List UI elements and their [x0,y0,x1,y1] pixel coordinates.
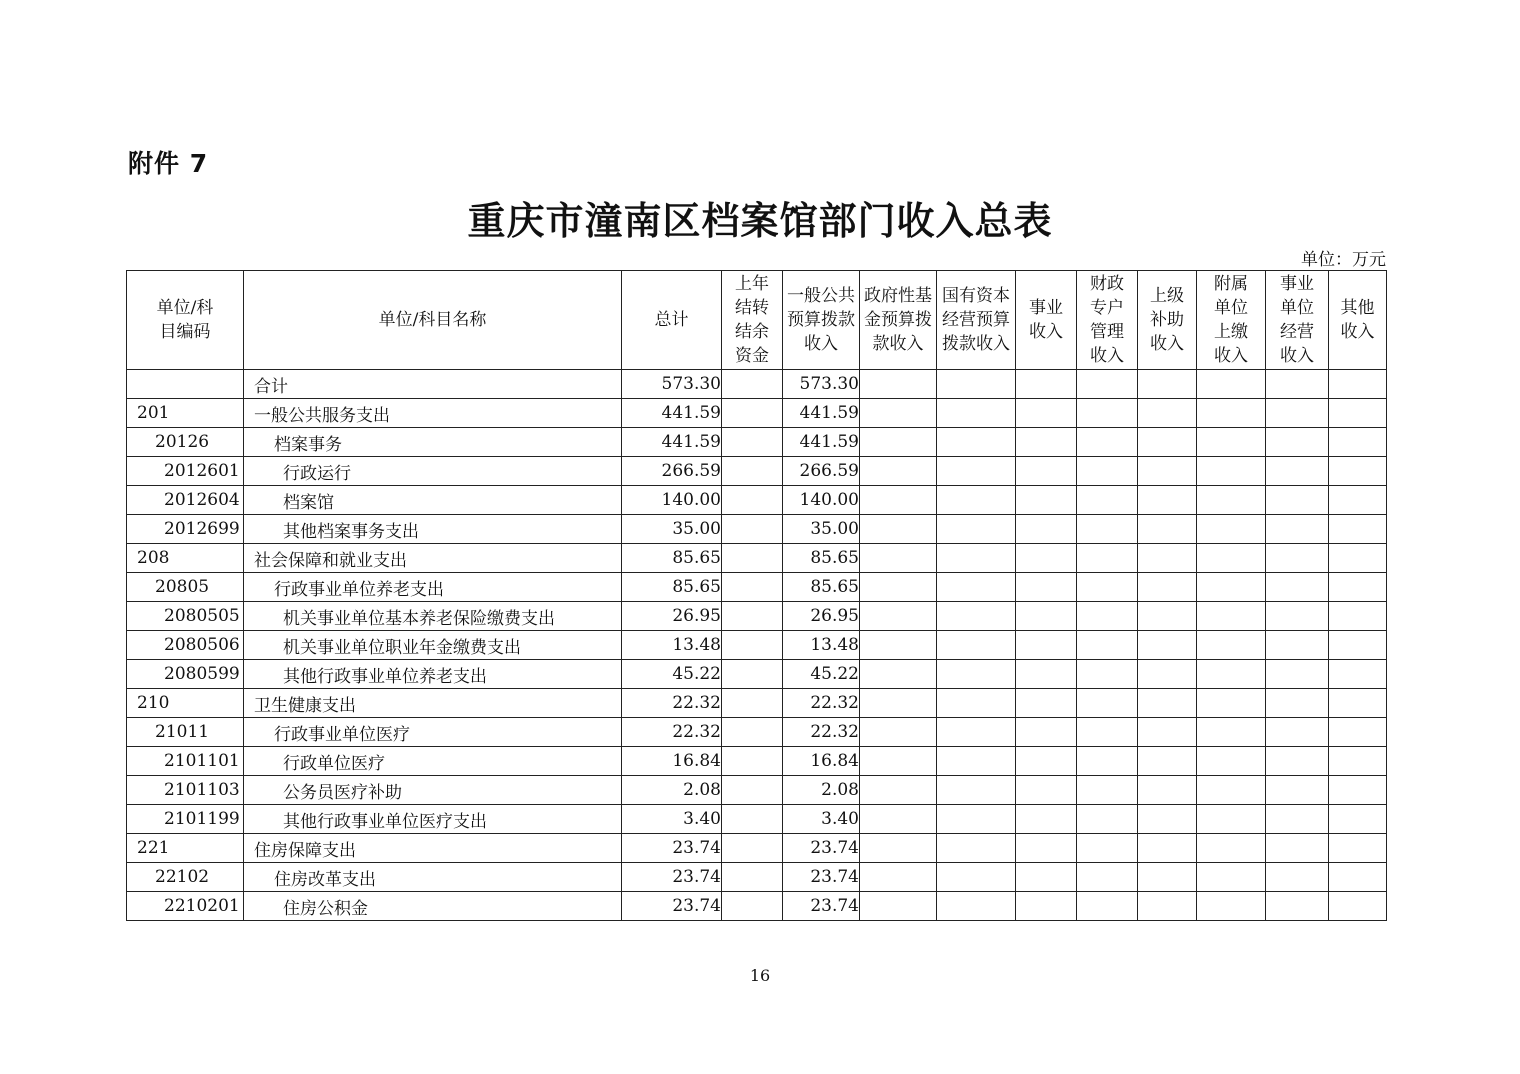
row-gov-fund [860,718,937,747]
table-row [127,573,1387,602]
row-operating-income [1266,515,1329,544]
header-total: 总计 [622,271,722,370]
row-total: 441.59 [622,399,722,428]
row-general-budget: 140.00 [783,486,860,515]
table-row [127,602,1387,631]
row-affiliated-turnover [1197,573,1266,602]
row-affiliated-turnover [1197,747,1266,776]
row-general-budget: 26.95 [783,602,860,631]
row-carryover [722,631,783,660]
row-other-income [1329,805,1387,834]
row-code: 208 [127,544,244,573]
row-special-fund [1077,370,1138,399]
row-superior-subsidy [1138,457,1197,486]
row-state-capital [937,892,1016,921]
row-name: 其他行政事业单位养老支出 [244,660,622,689]
row-total: 573.30 [622,370,722,399]
row-state-capital [937,428,1016,457]
row-special-fund [1077,573,1138,602]
row-state-capital [937,573,1016,602]
row-state-capital [937,718,1016,747]
row-other-income [1329,718,1387,747]
row-code: 2080599 [127,660,244,689]
row-total: 16.84 [622,747,722,776]
row-affiliated-turnover [1197,660,1266,689]
row-business-income [1016,515,1077,544]
row-name: 社会保障和就业支出 [244,544,622,573]
row-superior-subsidy [1138,428,1197,457]
row-total: 23.74 [622,863,722,892]
row-total: 23.74 [622,834,722,863]
row-code: 2080506 [127,631,244,660]
row-superior-subsidy [1138,573,1197,602]
row-superior-subsidy [1138,718,1197,747]
row-code: 2101103 [127,776,244,805]
row-total: 13.48 [622,631,722,660]
row-affiliated-turnover [1197,631,1266,660]
row-code: 2012604 [127,486,244,515]
row-gov-fund [860,428,937,457]
row-business-income [1016,399,1077,428]
row-business-income [1016,834,1077,863]
row-carryover [722,892,783,921]
row-code: 2101101 [127,747,244,776]
row-special-fund [1077,486,1138,515]
table-row [127,805,1387,834]
row-gov-fund [860,776,937,805]
row-business-income [1016,428,1077,457]
row-name: 其他行政事业单位医疗支出 [244,805,622,834]
table-row [127,486,1387,515]
row-special-fund [1077,805,1138,834]
table-row [127,863,1387,892]
header-carryover: 上年结转结余资金 [722,271,783,370]
row-name: 住房公积金 [244,892,622,921]
row-general-budget: 573.30 [783,370,860,399]
row-gov-fund [860,515,937,544]
row-code [127,370,244,399]
row-special-fund [1077,660,1138,689]
row-operating-income [1266,399,1329,428]
table-row [127,660,1387,689]
row-other-income [1329,863,1387,892]
row-total: 85.65 [622,544,722,573]
row-general-budget: 35.00 [783,515,860,544]
row-carryover [722,834,783,863]
header-business-income: 事业收入 [1016,271,1077,370]
row-operating-income [1266,892,1329,921]
row-special-fund [1077,428,1138,457]
table-row [127,631,1387,660]
table-row [127,544,1387,573]
row-gov-fund [860,457,937,486]
row-gov-fund [860,573,937,602]
row-total: 26.95 [622,602,722,631]
row-business-income [1016,573,1077,602]
row-name: 其他档案事务支出 [244,515,622,544]
row-operating-income [1266,631,1329,660]
header-other-income: 其他收入 [1329,271,1387,370]
row-superior-subsidy [1138,776,1197,805]
row-special-fund [1077,747,1138,776]
row-total: 441.59 [622,428,722,457]
row-gov-fund [860,631,937,660]
row-gov-fund [860,834,937,863]
row-carryover [722,747,783,776]
row-other-income [1329,834,1387,863]
row-state-capital [937,515,1016,544]
row-state-capital [937,602,1016,631]
row-business-income [1016,544,1077,573]
row-special-fund [1077,892,1138,921]
row-operating-income [1266,834,1329,863]
row-state-capital [937,660,1016,689]
table-row [127,370,1387,399]
row-affiliated-turnover [1197,863,1266,892]
row-other-income [1329,776,1387,805]
income-table [126,270,1387,921]
row-general-budget: 23.74 [783,834,860,863]
row-business-income [1016,718,1077,747]
row-code: 2012601 [127,457,244,486]
row-carryover [722,370,783,399]
row-code: 221 [127,834,244,863]
row-gov-fund [860,689,937,718]
row-special-fund [1077,515,1138,544]
row-special-fund [1077,834,1138,863]
table-row [127,428,1387,457]
row-gov-fund [860,863,937,892]
row-superior-subsidy [1138,370,1197,399]
row-state-capital [937,544,1016,573]
row-business-income [1016,747,1077,776]
row-business-income [1016,486,1077,515]
row-name: 一般公共服务支出 [244,399,622,428]
row-state-capital [937,370,1016,399]
row-total: 22.32 [622,689,722,718]
row-carryover [722,863,783,892]
row-total: 3.40 [622,805,722,834]
row-special-fund [1077,457,1138,486]
row-general-budget: 23.74 [783,892,860,921]
row-special-fund [1077,718,1138,747]
row-business-income [1016,631,1077,660]
table-row [127,718,1387,747]
row-name: 机关事业单位基本养老保险缴费支出 [244,602,622,631]
row-affiliated-turnover [1197,689,1266,718]
row-other-income [1329,544,1387,573]
row-special-fund [1077,399,1138,428]
row-total: 140.00 [622,486,722,515]
row-other-income [1329,515,1387,544]
row-superior-subsidy [1138,747,1197,776]
row-superior-subsidy [1138,602,1197,631]
row-gov-fund [860,544,937,573]
row-business-income [1016,863,1077,892]
row-state-capital [937,776,1016,805]
row-code: 2080505 [127,602,244,631]
row-other-income [1329,892,1387,921]
row-name: 行政事业单位养老支出 [244,573,622,602]
row-total: 85.65 [622,573,722,602]
row-affiliated-turnover [1197,544,1266,573]
row-general-budget: 22.32 [783,718,860,747]
row-general-budget: 23.74 [783,863,860,892]
row-operating-income [1266,573,1329,602]
row-carryover [722,805,783,834]
row-other-income [1329,689,1387,718]
row-state-capital [937,863,1016,892]
table-row [127,689,1387,718]
row-name: 行政事业单位医疗 [244,718,622,747]
row-state-capital [937,486,1016,515]
row-general-budget: 22.32 [783,689,860,718]
row-other-income [1329,573,1387,602]
row-superior-subsidy [1138,631,1197,660]
row-superior-subsidy [1138,399,1197,428]
row-gov-fund [860,602,937,631]
row-affiliated-turnover [1197,602,1266,631]
row-gov-fund [860,399,937,428]
row-state-capital [937,631,1016,660]
header-state-capital: 国有资本经营预算拨款收入 [937,271,1016,370]
row-special-fund [1077,602,1138,631]
row-total: 35.00 [622,515,722,544]
row-carryover [722,486,783,515]
row-affiliated-turnover [1197,776,1266,805]
row-other-income [1329,486,1387,515]
row-carryover [722,544,783,573]
row-affiliated-turnover [1197,515,1266,544]
row-carryover [722,718,783,747]
table-row [127,892,1387,921]
row-general-budget: 441.59 [783,399,860,428]
row-code: 201 [127,399,244,428]
row-affiliated-turnover [1197,486,1266,515]
row-code: 2210201 [127,892,244,921]
page-title: 重庆市潼南区档案馆部门收入总表 [467,198,1053,243]
row-operating-income [1266,457,1329,486]
row-code: 20126 [127,428,244,457]
row-business-income [1016,689,1077,718]
row-operating-income [1266,776,1329,805]
header-general-budget: 一般公共预算拨款收入 [783,271,860,370]
row-operating-income [1266,718,1329,747]
row-total: 22.32 [622,718,722,747]
row-affiliated-turnover [1197,399,1266,428]
row-state-capital [937,834,1016,863]
row-name: 住房保障支出 [244,834,622,863]
row-general-budget: 85.65 [783,573,860,602]
row-general-budget: 266.59 [783,457,860,486]
row-affiliated-turnover [1197,428,1266,457]
row-name: 公务员医疗补助 [244,776,622,805]
row-name: 住房改革支出 [244,863,622,892]
row-name: 合计 [244,370,622,399]
row-operating-income [1266,428,1329,457]
row-business-income [1016,660,1077,689]
row-carryover [722,660,783,689]
row-operating-income [1266,660,1329,689]
row-gov-fund [860,747,937,776]
unit-label: 单位：万元 [1301,250,1386,270]
row-carryover [722,689,783,718]
row-code: 2101199 [127,805,244,834]
row-special-fund [1077,776,1138,805]
row-carryover [722,573,783,602]
row-business-income [1016,370,1077,399]
row-gov-fund [860,805,937,834]
row-operating-income [1266,747,1329,776]
row-affiliated-turnover [1197,834,1266,863]
row-carryover [722,515,783,544]
row-superior-subsidy [1138,863,1197,892]
row-special-fund [1077,689,1138,718]
row-operating-income [1266,602,1329,631]
row-other-income [1329,747,1387,776]
row-business-income [1016,776,1077,805]
row-state-capital [937,457,1016,486]
row-superior-subsidy [1138,689,1197,718]
row-name: 卫生健康支出 [244,689,622,718]
header-special-fund: 财政专户管理收入 [1077,271,1138,370]
row-business-income [1016,892,1077,921]
row-name: 档案事务 [244,428,622,457]
header-superior-subsidy: 上级补助收入 [1138,271,1197,370]
row-special-fund [1077,863,1138,892]
row-total: 2.08 [622,776,722,805]
row-carryover [722,399,783,428]
row-business-income [1016,602,1077,631]
row-general-budget: 2.08 [783,776,860,805]
table-row [127,747,1387,776]
row-general-budget: 85.65 [783,544,860,573]
attachment-label: 附件 7 [128,149,209,178]
row-general-budget: 45.22 [783,660,860,689]
row-name: 档案馆 [244,486,622,515]
row-superior-subsidy [1138,892,1197,921]
row-operating-income [1266,370,1329,399]
row-operating-income [1266,544,1329,573]
row-total: 23.74 [622,892,722,921]
row-code: 20805 [127,573,244,602]
row-carryover [722,457,783,486]
row-code: 22102 [127,863,244,892]
header-name: 单位/科目名称 [244,271,622,370]
row-gov-fund [860,370,937,399]
row-total: 266.59 [622,457,722,486]
row-gov-fund [860,892,937,921]
row-name: 行政运行 [244,457,622,486]
row-operating-income [1266,863,1329,892]
row-affiliated-turnover [1197,718,1266,747]
row-general-budget: 13.48 [783,631,860,660]
row-state-capital [937,689,1016,718]
row-gov-fund [860,660,937,689]
header-affiliated-turnover: 附属单位上缴收入 [1197,271,1266,370]
row-business-income [1016,805,1077,834]
row-other-income [1329,399,1387,428]
table-row [127,834,1387,863]
row-general-budget: 16.84 [783,747,860,776]
row-other-income [1329,660,1387,689]
row-general-budget: 441.59 [783,428,860,457]
row-superior-subsidy [1138,515,1197,544]
table-row [127,776,1387,805]
row-special-fund [1077,631,1138,660]
row-business-income [1016,457,1077,486]
row-state-capital [937,747,1016,776]
row-code: 2012699 [127,515,244,544]
header-gov-fund: 政府性基金预算拨款收入 [860,271,937,370]
row-superior-subsidy [1138,805,1197,834]
row-gov-fund [860,486,937,515]
row-total: 45.22 [622,660,722,689]
row-state-capital [937,399,1016,428]
row-name: 行政单位医疗 [244,747,622,776]
row-operating-income [1266,486,1329,515]
row-carryover [722,428,783,457]
row-other-income [1329,428,1387,457]
row-other-income [1329,457,1387,486]
row-code: 21011 [127,718,244,747]
header-operating-income: 事业单位经营收入 [1266,271,1329,370]
row-operating-income [1266,805,1329,834]
row-superior-subsidy [1138,660,1197,689]
table-row [127,515,1387,544]
header-code: 单位/科目编码 [127,271,244,370]
row-affiliated-turnover [1197,892,1266,921]
row-state-capital [937,805,1016,834]
row-superior-subsidy [1138,486,1197,515]
table-row [127,457,1387,486]
row-other-income [1329,370,1387,399]
row-affiliated-turnover [1197,805,1266,834]
row-name: 机关事业单位职业年金缴费支出 [244,631,622,660]
row-code: 210 [127,689,244,718]
row-carryover [722,776,783,805]
table-row [127,399,1387,428]
row-affiliated-turnover [1197,370,1266,399]
row-operating-income [1266,689,1329,718]
row-carryover [722,602,783,631]
row-special-fund [1077,544,1138,573]
page-number: 16 [749,966,771,985]
header-row [127,271,1387,370]
row-other-income [1329,602,1387,631]
row-other-income [1329,631,1387,660]
row-general-budget: 3.40 [783,805,860,834]
row-superior-subsidy [1138,834,1197,863]
row-superior-subsidy [1138,544,1197,573]
row-affiliated-turnover [1197,457,1266,486]
